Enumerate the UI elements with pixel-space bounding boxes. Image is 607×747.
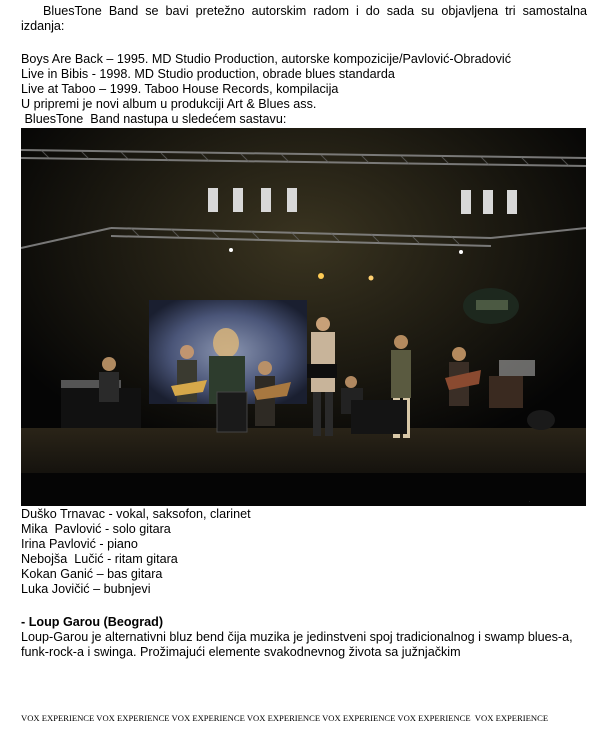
intro-paragraph xyxy=(21,4,587,34)
svg-text:.: . xyxy=(529,498,531,503)
loup-garou-text: Loup-Garou je alternativni bluz bend čija muzika je jedinstveni spoj tradicionalnog i swamp blues-a, funk-rock-a i swinga. Prožimajući elemente svakodnevnog života sa južnjačkim xyxy=(21,630,573,659)
member-line: Irina Pavlović - piano xyxy=(21,537,138,551)
loup-garou-heading: - Loup Garou (Beograd) xyxy=(21,615,164,629)
intro-text: BluesTone Band se bavi pretežno autorskim radom i do sada su objavljena tri samostalna izdanja: xyxy=(21,4,587,33)
member-line: Luka Jovičić – bubnjevi xyxy=(21,582,151,596)
release-line: U pripremi je novi album u produkciji Art & Blues ass. xyxy=(21,97,317,111)
lineup-intro-line: BluesTone Band nastupa u sledećem sastavu: xyxy=(21,112,287,126)
member-line: Mika Pavlović - solo gitara xyxy=(21,522,171,536)
band-stage-photo xyxy=(21,128,586,506)
member-line: Duško Trnavac - vokal, saksofon, clarinet xyxy=(21,507,251,521)
band-members-list xyxy=(21,507,587,597)
page-footer: VOX EXPERIENCE VOX EXPERIENCE VOX EXPERIENCE VOX EXPERIENCE VOX EXPERIENCE VOX EXPERIENCE VOX EXPERIENCE xyxy=(21,713,549,723)
member-line: Nebojša Lučić - ritam gitara xyxy=(21,552,178,566)
release-line: Live in Bibis - 1998. MD Studio production, obrade blues standarda xyxy=(21,67,395,81)
release-line: Boys Are Back – 1995. MD Studio Production, autorske kompozicije/Pavlović-Obradović xyxy=(21,52,511,66)
stage-photo-illustration xyxy=(21,128,586,506)
release-line: Live at Taboo – 1999. Taboo House Records, kompilacija xyxy=(21,82,339,96)
releases-list xyxy=(21,52,587,127)
loup-garou-section xyxy=(21,615,587,660)
member-line: Kokan Ganić – bas gitara xyxy=(21,567,163,581)
